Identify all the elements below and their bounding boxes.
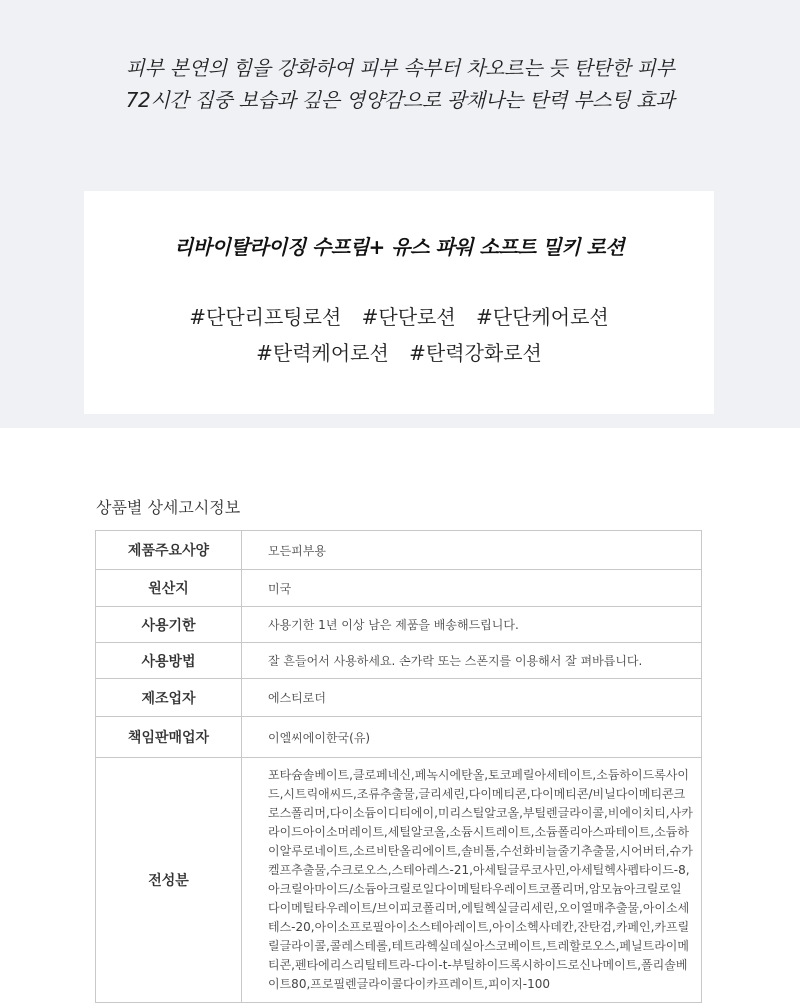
row-value: 잘 흔들어서 사용하세요. 손가락 또는 스폰지를 이용해서 잘 펴바릅니다. (242, 643, 702, 679)
product-info-table (95, 530, 702, 1003)
product-name: 리바이탈라이징 수프림+ 유스 파워 소프트 밀키 로션 (173, 235, 625, 259)
table-row (96, 758, 702, 1003)
hashtag[interactable]: #탄력강화로션 (409, 341, 542, 365)
table-row (96, 643, 702, 679)
hashtag[interactable]: #단단케어로션 (476, 305, 609, 329)
hashtag-row-1 (84, 301, 714, 330)
table-row (96, 717, 702, 758)
product-card (84, 191, 714, 414)
hero-section (0, 0, 800, 428)
hashtag[interactable]: #탄력케어로션 (256, 341, 389, 365)
row-label: 사용방법 (96, 643, 242, 679)
row-label: 제조업자 (96, 679, 242, 717)
row-label: 전성분 (96, 758, 242, 1003)
tagline-line-2: 72시간 집중 보습과 깊은 영양감으로 광채나는 탄력 부스팅 효과 (125, 88, 675, 112)
hashtag[interactable]: #단단리프팅로션 (189, 305, 342, 329)
row-value: 이엘씨에이한국(유) (242, 717, 702, 758)
hashtag[interactable]: #단단로션 (361, 305, 456, 329)
row-value: 에스티로더 (242, 679, 702, 717)
table-row (96, 607, 702, 643)
row-label: 사용기한 (96, 607, 242, 643)
row-value: 미국 (242, 570, 702, 607)
ingredients-value: 포타슘솔베이트,클로페네신,페녹시에탄올,토코페릴아세테이트,소듐하이드록사이드,시트릭애씨드,조류추출물,글리세린,다이메티콘,다이메티콘/비닐다이메티콘크로스폴리머,다이소듐이디티에이,미리스틸알코올,부틸렌글라이콜,비에이치티,사카라이드아이소머레이트,세틸알코올,소듐시트레이트,소듐폴리아스파테이트,소듐하이알루로네이트,소르비탄올리에이트,솔비톨,수선화비늘줄기추출물,시어버터,슈가켈프추출물,수크로오스,스테아레스-21,아세틸글루코사민,아세틸헥사펩타이드-8,아크릴아마이드/소듐아크릴로일다이메틸타우레이트코폴리머,암모늄아크릴로일다이메틸타우레이트/브이피코폴리머,에틸헥실글리세린,오이열매추출물,아이소세테스-20,아이소프로필아이소스테아레이트,아이소헥사데칸,잔탄검,카페인,카프릴릴글라이콜,콜레스테롤,테트라헥실데실아스코베이트,트레할로오스,페닐트라이메티콘,펜타에리스리틸테트라-다이-t-부틸하이드록시하이드로신나메이트,폴리솔베이트80,프로필렌글라이콜다이카프레이트,피이지-100 (242, 758, 702, 1003)
tagline-line-1: 피부 본연의 힘을 강화하여 피부 속부터 차오르는 듯 탄탄한 피부 (125, 56, 675, 80)
row-label: 책임판매업자 (96, 717, 242, 758)
table-row (96, 570, 702, 607)
row-label: 원산지 (96, 570, 242, 607)
row-value: 사용기한 1년 이상 남은 제품을 배송해드립니다. (242, 607, 702, 643)
hashtag-row-2 (84, 337, 714, 366)
table-row (96, 531, 702, 570)
table-row (96, 679, 702, 717)
details-section-title: 상품별 상세고시정보 (96, 498, 241, 517)
row-value: 모든피부용 (242, 531, 702, 570)
row-label: 제품주요사양 (96, 531, 242, 570)
